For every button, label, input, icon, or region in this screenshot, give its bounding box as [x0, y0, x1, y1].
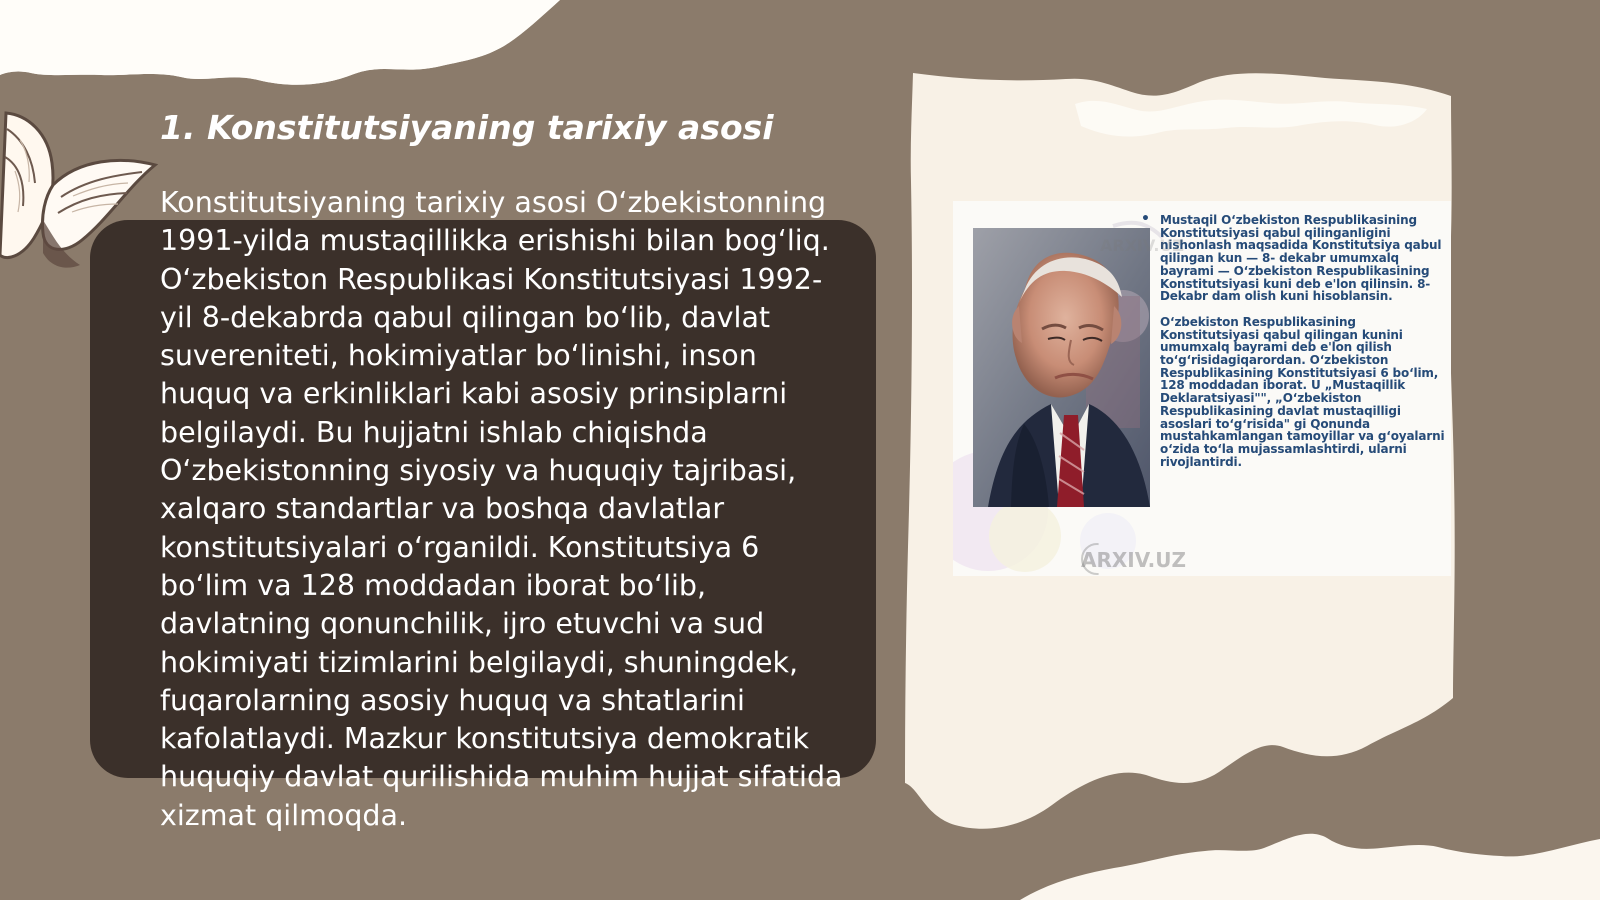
- slide-body-text: Konstitutsiyaning tarixiy asosi O‘zbekistonning 1991-yilda mustaqillikka erishishi bilan bog‘liq. O‘zbekiston Respublikasi Konstitutsiyasi 1992-yil 8-dekabrda qabul qilingan bo‘lib, davlat suvereniteti, hokimiyatlar bo‘linishi, inson huquq va erkinliklari kabi asosiy prinsiplarni belgilaydi. Bu hujjatni ishlab chiqishda O‘zbekistonning siyosiy va huquqiy tajribasi, xalqaro standartlar va boshqa davlatlar konstitutsiyalari o‘rganildi. Konstitutsiya 6 bo‘lim va 128 moddadan iborat bo‘lib, davlatning qonunchilik, ijro etuvchi va sud hokimiyati tizimlarini belgilaydi, shuningdek, fuqarolarning asosiy huquq va shtatlarini kafolatlaydi. Mazkur konstitutsiya demokratik huquqiy davlat qurilishida muhim hujjat sifatida xizmat qilmoqda.: [160, 186, 843, 832]
- card-bullet: •: [1141, 211, 1150, 227]
- card-text-block: [1160, 214, 1445, 481]
- slide-title: 1. Konstitutsiyaning tarixiy asosi: [160, 108, 774, 147]
- watermark-bottom: ARXIV.UZ: [1081, 548, 1186, 572]
- portrait-photo-image: [973, 228, 1150, 507]
- portrait-photo: [973, 228, 1150, 507]
- paper-image-panel: [905, 68, 1485, 848]
- constitution-news-card: [953, 201, 1451, 576]
- watermark-top: ARXIV.UZ: [1100, 236, 1184, 255]
- card-paragraph-2: O‘zbekiston Respublikasining Konstitutsiyasi qabul qilingan kunini umumxalq bayrami deb e'lon qilish to‘g‘risidagiqarordan. O‘zbekiston Respublikasining Konstitutsiyasi 6 bo‘lim, 128 moddadan iborat. U „Mustaqillik Deklaratsiyasi"", „O‘zbekiston Respublikasining davlat mustaqilligi asoslari to‘g‘risida" gi Qonunda mustahkamlangan tamoyillar va g‘oyalarni o‘zida to‘la mujassamlashtirdi, ularni rivojlantirdi.: [1160, 314, 1445, 469]
- card-paragraph-1: Mustaqil O‘zbekiston Respublikasining Konstitutsiyasi qabul qilinganligini nishonlash maqsadida Konstitutsiya qabul qilingan kun — 8- dekabr umumxalq bayrami — O‘zbekiston Respublikasining Konstitutsiyasi kuni deb e'lon qilinsin. 8- Dekabr dam olish kuni hisoblansin.: [1160, 213, 1442, 304]
